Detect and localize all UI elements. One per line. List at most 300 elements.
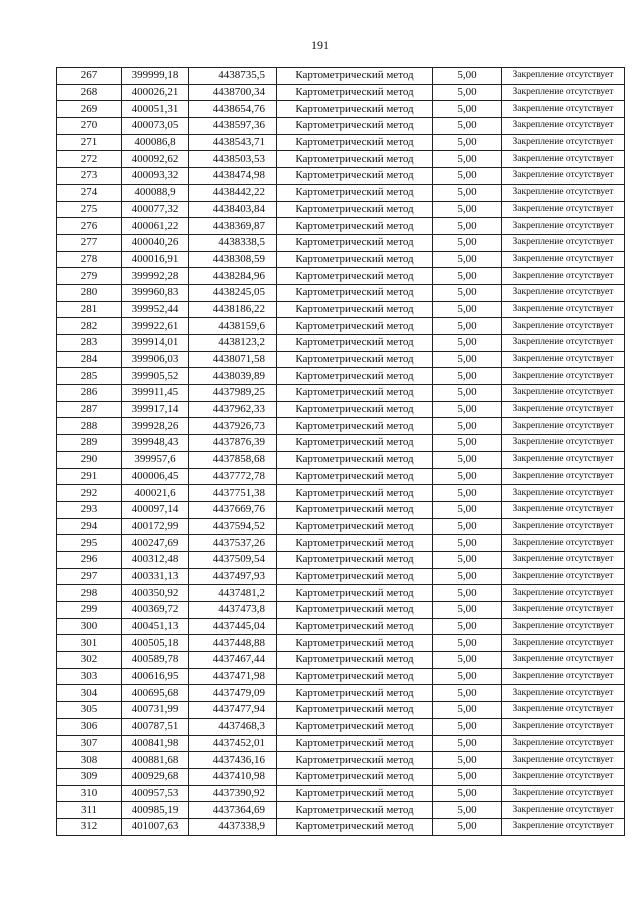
table-row	[57, 385, 625, 402]
accuracy-cell: 5,00	[433, 468, 502, 485]
y-coordinate-cell: 4438442,22	[189, 184, 277, 201]
x-coordinate-cell: 400505,18	[122, 635, 189, 652]
point-number-cell: 306	[57, 718, 122, 735]
method-cell: Картометрический метод	[277, 335, 433, 352]
page-number: 191	[311, 38, 329, 52]
table-row	[57, 585, 625, 602]
point-number-cell: 296	[57, 551, 122, 568]
method-cell: Картометрический метод	[277, 718, 433, 735]
x-coordinate-cell: 399906,03	[122, 351, 189, 368]
accuracy-cell: 5,00	[433, 435, 502, 452]
y-coordinate-cell: 4438071,58	[189, 351, 277, 368]
x-coordinate-cell: 400051,31	[122, 101, 189, 118]
x-coordinate-cell: 400247,69	[122, 535, 189, 552]
fixation-cell: Закрепление отсутствует	[502, 501, 625, 518]
point-number-cell: 284	[57, 351, 122, 368]
method-cell: Картометрический метод	[277, 268, 433, 285]
accuracy-cell: 5,00	[433, 618, 502, 635]
y-coordinate-cell: 4438700,34	[189, 84, 277, 101]
y-coordinate-cell: 4438474,98	[189, 168, 277, 185]
y-coordinate-cell: 4437751,38	[189, 485, 277, 502]
point-number-cell: 282	[57, 318, 122, 335]
accuracy-cell: 5,00	[433, 168, 502, 185]
x-coordinate-cell: 400451,13	[122, 618, 189, 635]
x-coordinate-cell: 400026,21	[122, 84, 189, 101]
fixation-cell: Закрепление отсутствует	[502, 635, 625, 652]
accuracy-cell: 5,00	[433, 535, 502, 552]
point-number-cell: 303	[57, 668, 122, 685]
point-number-cell: 299	[57, 602, 122, 619]
accuracy-cell: 5,00	[433, 602, 502, 619]
y-coordinate-cell: 4438284,96	[189, 268, 277, 285]
table-row	[57, 435, 625, 452]
x-coordinate-cell: 400929,68	[122, 768, 189, 785]
table-row	[57, 635, 625, 652]
table-row	[57, 668, 625, 685]
table-row	[57, 735, 625, 752]
x-coordinate-cell: 400097,14	[122, 501, 189, 518]
x-coordinate-cell: 400695,68	[122, 685, 189, 702]
table-row	[57, 368, 625, 385]
x-coordinate-cell: 400312,48	[122, 551, 189, 568]
accuracy-cell: 5,00	[433, 718, 502, 735]
y-coordinate-cell: 4438186,22	[189, 301, 277, 318]
fixation-cell: Закрепление отсутствует	[502, 585, 625, 602]
fixation-cell: Закрепление отсутствует	[502, 218, 625, 235]
method-cell: Картометрический метод	[277, 251, 433, 268]
point-number-cell: 273	[57, 168, 122, 185]
point-number-cell: 269	[57, 101, 122, 118]
accuracy-cell: 5,00	[433, 418, 502, 435]
point-number-cell: 290	[57, 451, 122, 468]
table-row	[57, 618, 625, 635]
fixation-cell: Закрепление отсутствует	[502, 551, 625, 568]
method-cell: Картометрический метод	[277, 535, 433, 552]
point-number-cell: 312	[57, 818, 122, 835]
method-cell: Картометрический метод	[277, 635, 433, 652]
x-coordinate-cell: 400016,91	[122, 251, 189, 268]
accuracy-cell: 5,00	[433, 752, 502, 769]
point-number-cell: 293	[57, 501, 122, 518]
point-number-cell: 267	[57, 68, 122, 85]
table-row	[57, 168, 625, 185]
fixation-cell: Закрепление отсутствует	[502, 151, 625, 168]
method-cell: Картометрический метод	[277, 652, 433, 669]
y-coordinate-cell: 4438308,59	[189, 251, 277, 268]
accuracy-cell: 5,00	[433, 551, 502, 568]
fixation-cell: Закрепление отсутствует	[502, 752, 625, 769]
point-number-cell: 302	[57, 652, 122, 669]
table-row	[57, 551, 625, 568]
coordinates-table-body	[57, 68, 625, 836]
point-number-cell: 289	[57, 435, 122, 452]
point-number-cell: 275	[57, 201, 122, 218]
accuracy-cell: 5,00	[433, 234, 502, 251]
point-number-cell: 268	[57, 84, 122, 101]
y-coordinate-cell: 4437448,88	[189, 635, 277, 652]
x-coordinate-cell: 399992,28	[122, 268, 189, 285]
x-coordinate-cell: 400006,45	[122, 468, 189, 485]
x-coordinate-cell: 399914,01	[122, 335, 189, 352]
point-number-cell: 270	[57, 118, 122, 135]
method-cell: Картометрический метод	[277, 168, 433, 185]
table-row	[57, 652, 625, 669]
table-row	[57, 318, 625, 335]
point-number-cell: 301	[57, 635, 122, 652]
fixation-cell: Закрепление отсутствует	[502, 685, 625, 702]
y-coordinate-cell: 4437876,39	[189, 435, 277, 452]
fixation-cell: Закрепление отсутствует	[502, 768, 625, 785]
y-coordinate-cell: 4438123,2	[189, 335, 277, 352]
fixation-cell: Закрепление отсутствует	[502, 818, 625, 835]
y-coordinate-cell: 4438654,76	[189, 101, 277, 118]
fixation-cell: Закрепление отсутствует	[502, 401, 625, 418]
method-cell: Картометрический метод	[277, 668, 433, 685]
method-cell: Картометрический метод	[277, 518, 433, 535]
fixation-cell: Закрепление отсутствует	[502, 268, 625, 285]
y-coordinate-cell: 4437962,33	[189, 401, 277, 418]
y-coordinate-cell: 4438338,5	[189, 234, 277, 251]
table-row	[57, 418, 625, 435]
point-number-cell: 307	[57, 735, 122, 752]
x-coordinate-cell: 400086,8	[122, 134, 189, 151]
x-coordinate-cell: 399948,43	[122, 435, 189, 452]
method-cell: Картометрический метод	[277, 401, 433, 418]
x-coordinate-cell: 400957,53	[122, 785, 189, 802]
accuracy-cell: 5,00	[433, 318, 502, 335]
table-row	[57, 335, 625, 352]
fixation-cell: Закрепление отсутствует	[502, 234, 625, 251]
method-cell: Картометрический метод	[277, 501, 433, 518]
table-row	[57, 184, 625, 201]
point-number-cell: 280	[57, 284, 122, 301]
table-row	[57, 301, 625, 318]
table-row	[57, 802, 625, 819]
fixation-cell: Закрепление отсутствует	[502, 602, 625, 619]
accuracy-cell: 5,00	[433, 268, 502, 285]
x-coordinate-cell: 400088,9	[122, 184, 189, 201]
fixation-cell: Закрепление отсутствует	[502, 568, 625, 585]
method-cell: Картометрический метод	[277, 785, 433, 802]
x-coordinate-cell: 401007,63	[122, 818, 189, 835]
table-row	[57, 234, 625, 251]
fixation-cell: Закрепление отсутствует	[502, 518, 625, 535]
table-row	[57, 268, 625, 285]
point-number-cell: 295	[57, 535, 122, 552]
x-coordinate-cell: 400589,78	[122, 652, 189, 669]
y-coordinate-cell: 4437497,93	[189, 568, 277, 585]
fixation-cell: Закрепление отсутствует	[502, 318, 625, 335]
table-row	[57, 134, 625, 151]
fixation-cell: Закрепление отсутствует	[502, 284, 625, 301]
point-number-cell: 281	[57, 301, 122, 318]
method-cell: Картометрический метод	[277, 234, 433, 251]
y-coordinate-cell: 4437471,98	[189, 668, 277, 685]
y-coordinate-cell: 4438369,87	[189, 218, 277, 235]
fixation-cell: Закрепление отсутствует	[502, 535, 625, 552]
fixation-cell: Закрепление отсутствует	[502, 351, 625, 368]
accuracy-cell: 5,00	[433, 184, 502, 201]
y-coordinate-cell: 4437410,98	[189, 768, 277, 785]
method-cell: Картометрический метод	[277, 618, 433, 635]
method-cell: Картометрический метод	[277, 818, 433, 835]
method-cell: Картометрический метод	[277, 284, 433, 301]
accuracy-cell: 5,00	[433, 768, 502, 785]
point-number-cell: 285	[57, 368, 122, 385]
table-row	[57, 68, 625, 85]
table-row	[57, 568, 625, 585]
accuracy-cell: 5,00	[433, 385, 502, 402]
x-coordinate-cell: 400040,26	[122, 234, 189, 251]
y-coordinate-cell: 4437669,76	[189, 501, 277, 518]
table-row	[57, 101, 625, 118]
fixation-cell: Закрепление отсутствует	[502, 385, 625, 402]
fixation-cell: Закрепление отсутствует	[502, 668, 625, 685]
point-number-cell: 294	[57, 518, 122, 535]
accuracy-cell: 5,00	[433, 585, 502, 602]
y-coordinate-cell: 4437479,09	[189, 685, 277, 702]
accuracy-cell: 5,00	[433, 652, 502, 669]
point-number-cell: 272	[57, 151, 122, 168]
x-coordinate-cell: 399911,45	[122, 385, 189, 402]
x-coordinate-cell: 399922,61	[122, 318, 189, 335]
x-coordinate-cell: 400061,22	[122, 218, 189, 235]
fixation-cell: Закрепление отсутствует	[502, 468, 625, 485]
method-cell: Картометрический метод	[277, 418, 433, 435]
method-cell: Картометрический метод	[277, 201, 433, 218]
method-cell: Картометрический метод	[277, 118, 433, 135]
method-cell: Картометрический метод	[277, 368, 433, 385]
fixation-cell: Закрепление отсутствует	[502, 618, 625, 635]
table-row	[57, 468, 625, 485]
table-row	[57, 451, 625, 468]
y-coordinate-cell: 4438159,6	[189, 318, 277, 335]
x-coordinate-cell: 400350,92	[122, 585, 189, 602]
fixation-cell: Закрепление отсутствует	[502, 435, 625, 452]
method-cell: Картометрический метод	[277, 685, 433, 702]
point-number-cell: 271	[57, 134, 122, 151]
y-coordinate-cell: 4437772,78	[189, 468, 277, 485]
method-cell: Картометрический метод	[277, 435, 433, 452]
fixation-cell: Закрепление отсутствует	[502, 485, 625, 502]
point-number-cell: 308	[57, 752, 122, 769]
table-row	[57, 151, 625, 168]
y-coordinate-cell: 4437481,2	[189, 585, 277, 602]
accuracy-cell: 5,00	[433, 485, 502, 502]
point-number-cell: 274	[57, 184, 122, 201]
accuracy-cell: 5,00	[433, 785, 502, 802]
table-row	[57, 501, 625, 518]
fixation-cell: Закрепление отсутствует	[502, 184, 625, 201]
accuracy-cell: 5,00	[433, 251, 502, 268]
table-row	[57, 218, 625, 235]
y-coordinate-cell: 4438543,71	[189, 134, 277, 151]
table-row	[57, 118, 625, 135]
point-number-cell: 309	[57, 768, 122, 785]
accuracy-cell: 5,00	[433, 635, 502, 652]
method-cell: Картометрический метод	[277, 768, 433, 785]
fixation-cell: Закрепление отсутствует	[502, 451, 625, 468]
x-coordinate-cell: 400077,32	[122, 201, 189, 218]
accuracy-cell: 5,00	[433, 401, 502, 418]
accuracy-cell: 5,00	[433, 134, 502, 151]
y-coordinate-cell: 4437926,73	[189, 418, 277, 435]
fixation-cell: Закрепление отсутствует	[502, 702, 625, 719]
y-coordinate-cell: 4437445,04	[189, 618, 277, 635]
y-coordinate-cell: 4437858,68	[189, 451, 277, 468]
fixation-cell: Закрепление отсутствует	[502, 418, 625, 435]
accuracy-cell: 5,00	[433, 335, 502, 352]
point-number-cell: 298	[57, 585, 122, 602]
x-coordinate-cell: 399917,14	[122, 401, 189, 418]
table-row	[57, 685, 625, 702]
method-cell: Картометрический метод	[277, 602, 433, 619]
accuracy-cell: 5,00	[433, 668, 502, 685]
method-cell: Картометрический метод	[277, 468, 433, 485]
y-coordinate-cell: 4437338,9	[189, 818, 277, 835]
table-row	[57, 84, 625, 101]
x-coordinate-cell: 400881,68	[122, 752, 189, 769]
accuracy-cell: 5,00	[433, 451, 502, 468]
y-coordinate-cell: 4437594,52	[189, 518, 277, 535]
x-coordinate-cell: 399952,44	[122, 301, 189, 318]
fixation-cell: Закрепление отсутствует	[502, 101, 625, 118]
point-number-cell: 279	[57, 268, 122, 285]
method-cell: Картометрический метод	[277, 318, 433, 335]
y-coordinate-cell: 4437477,94	[189, 702, 277, 719]
method-cell: Картометрический метод	[277, 151, 433, 168]
x-coordinate-cell: 399999,18	[122, 68, 189, 85]
fixation-cell: Закрепление отсутствует	[502, 118, 625, 135]
method-cell: Картометрический метод	[277, 568, 433, 585]
x-coordinate-cell: 399957,6	[122, 451, 189, 468]
accuracy-cell: 5,00	[433, 568, 502, 585]
point-number-cell: 291	[57, 468, 122, 485]
accuracy-cell: 5,00	[433, 218, 502, 235]
accuracy-cell: 5,00	[433, 685, 502, 702]
y-coordinate-cell: 4437468,3	[189, 718, 277, 735]
x-coordinate-cell: 400172,99	[122, 518, 189, 535]
method-cell: Картометрический метод	[277, 551, 433, 568]
x-coordinate-cell: 400787,51	[122, 718, 189, 735]
accuracy-cell: 5,00	[433, 518, 502, 535]
accuracy-cell: 5,00	[433, 151, 502, 168]
method-cell: Картометрический метод	[277, 84, 433, 101]
method-cell: Картометрический метод	[277, 184, 433, 201]
point-number-cell: 286	[57, 385, 122, 402]
accuracy-cell: 5,00	[433, 284, 502, 301]
x-coordinate-cell: 400616,95	[122, 668, 189, 685]
table-row	[57, 602, 625, 619]
point-number-cell: 310	[57, 785, 122, 802]
fixation-cell: Закрепление отсутствует	[502, 652, 625, 669]
point-number-cell: 305	[57, 702, 122, 719]
fixation-cell: Закрепление отсутствует	[502, 802, 625, 819]
fixation-cell: Закрепление отсутствует	[502, 84, 625, 101]
accuracy-cell: 5,00	[433, 368, 502, 385]
x-coordinate-cell: 400985,19	[122, 802, 189, 819]
table-row	[57, 485, 625, 502]
method-cell: Картометрический метод	[277, 752, 433, 769]
y-coordinate-cell: 4437473,8	[189, 602, 277, 619]
method-cell: Картометрический метод	[277, 451, 433, 468]
method-cell: Картометрический метод	[277, 218, 433, 235]
accuracy-cell: 5,00	[433, 201, 502, 218]
fixation-cell: Закрепление отсутствует	[502, 301, 625, 318]
x-coordinate-cell: 399928,26	[122, 418, 189, 435]
point-number-cell: 300	[57, 618, 122, 635]
accuracy-cell: 5,00	[433, 301, 502, 318]
x-coordinate-cell: 400021,6	[122, 485, 189, 502]
fixation-cell: Закрепление отсутствует	[502, 251, 625, 268]
accuracy-cell: 5,00	[433, 118, 502, 135]
y-coordinate-cell: 4437509,54	[189, 551, 277, 568]
method-cell: Картометрический метод	[277, 134, 433, 151]
fixation-cell: Закрепление отсутствует	[502, 718, 625, 735]
accuracy-cell: 5,00	[433, 818, 502, 835]
table-row	[57, 518, 625, 535]
point-number-cell: 311	[57, 802, 122, 819]
method-cell: Картометрический метод	[277, 802, 433, 819]
y-coordinate-cell: 4437537,26	[189, 535, 277, 552]
x-coordinate-cell: 400369,72	[122, 602, 189, 619]
table-row	[57, 401, 625, 418]
fixation-cell: Закрепление отсутствует	[502, 134, 625, 151]
method-cell: Картометрический метод	[277, 351, 433, 368]
method-cell: Картометрический метод	[277, 735, 433, 752]
method-cell: Картометрический метод	[277, 485, 433, 502]
table-row	[57, 718, 625, 735]
accuracy-cell: 5,00	[433, 351, 502, 368]
fixation-cell: Закрепление отсутствует	[502, 68, 625, 85]
fixation-cell: Закрепление отсутствует	[502, 735, 625, 752]
method-cell: Картометрический метод	[277, 301, 433, 318]
y-coordinate-cell: 4437989,25	[189, 385, 277, 402]
accuracy-cell: 5,00	[433, 84, 502, 101]
point-number-cell: 278	[57, 251, 122, 268]
accuracy-cell: 5,00	[433, 101, 502, 118]
point-number-cell: 297	[57, 568, 122, 585]
y-coordinate-cell: 4438735,5	[189, 68, 277, 85]
method-cell: Картометрический метод	[277, 385, 433, 402]
point-number-cell: 283	[57, 335, 122, 352]
y-coordinate-cell: 4437467,44	[189, 652, 277, 669]
y-coordinate-cell: 4437436,16	[189, 752, 277, 769]
accuracy-cell: 5,00	[433, 702, 502, 719]
table-row	[57, 201, 625, 218]
y-coordinate-cell: 4438403,84	[189, 201, 277, 218]
point-number-cell: 288	[57, 418, 122, 435]
accuracy-cell: 5,00	[433, 68, 502, 85]
fixation-cell: Закрепление отсутствует	[502, 168, 625, 185]
x-coordinate-cell: 400331,13	[122, 568, 189, 585]
point-number-cell: 287	[57, 401, 122, 418]
table-row	[57, 535, 625, 552]
y-coordinate-cell: 4438503,53	[189, 151, 277, 168]
table-row	[57, 785, 625, 802]
y-coordinate-cell: 4437390,92	[189, 785, 277, 802]
x-coordinate-cell: 400092,62	[122, 151, 189, 168]
fixation-cell: Закрепление отсутствует	[502, 785, 625, 802]
y-coordinate-cell: 4438597,36	[189, 118, 277, 135]
table-row	[57, 752, 625, 769]
accuracy-cell: 5,00	[433, 735, 502, 752]
fixation-cell: Закрепление отсутствует	[502, 368, 625, 385]
x-coordinate-cell: 400841,98	[122, 735, 189, 752]
method-cell: Картометрический метод	[277, 101, 433, 118]
fixation-cell: Закрепление отсутствует	[502, 335, 625, 352]
table-row	[57, 284, 625, 301]
